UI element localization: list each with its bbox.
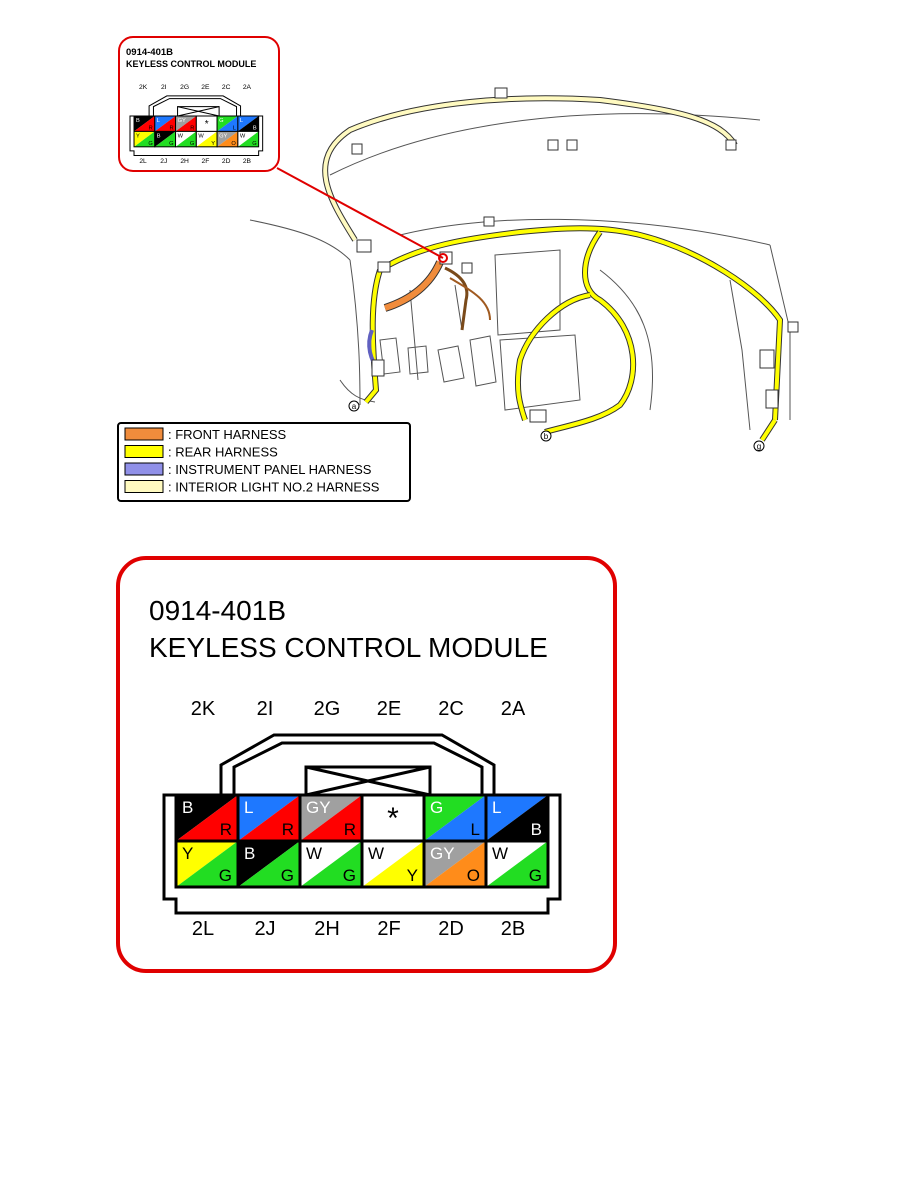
- legend-item: [125, 480, 380, 495]
- legend-item: [125, 445, 278, 460]
- small-pin-label-bottom: 2L: [139, 157, 147, 165]
- small-connector-name: KEYLESS CONTROL MODULE: [126, 59, 257, 69]
- legend-label: : INSTRUMENT PANEL HARNESS: [168, 462, 372, 477]
- large-connector-name: KEYLESS CONTROL MODULE: [149, 632, 548, 663]
- small-wire-color-main: Y: [136, 133, 140, 140]
- small-wire-color-stripe: G: [189, 140, 195, 147]
- small-pin-label-bottom: 2D: [221, 157, 231, 165]
- large-wire-color-main: W: [492, 844, 509, 863]
- svg-text:a: a: [351, 402, 357, 411]
- small-connector-callout: [119, 37, 279, 171]
- small-pin-label-top: 2G: [180, 84, 190, 92]
- small-terminal-2F: [196, 131, 217, 146]
- large-terminal-2B: [486, 841, 548, 887]
- large-wire-color-stripe: Y: [406, 866, 418, 885]
- large-pin-label-bottom: 2F: [377, 918, 401, 940]
- large-wire-color-main: B: [182, 798, 194, 817]
- large-terminal-2D: [424, 841, 486, 887]
- small-wire-color-main: GY: [219, 133, 228, 140]
- large-wire-color-main: L: [244, 798, 254, 817]
- large-terminal-2F: [362, 841, 424, 887]
- small-terminal-2D: [217, 131, 238, 146]
- small-pin-label-top: 2I: [161, 84, 167, 92]
- large-terminal-marker: *: [387, 802, 399, 835]
- small-wire-color-main: L: [156, 118, 160, 125]
- large-pin-label-top: 2E: [376, 698, 402, 720]
- small-pin-label-bottom: 2B: [242, 157, 252, 165]
- large-wire-color-stripe: G: [342, 866, 356, 885]
- small-terminal-2G: [176, 116, 197, 131]
- small-terminal-2C: [217, 116, 238, 131]
- large-wire-color-stripe: L: [470, 820, 480, 839]
- small-terminal-marker: *: [204, 119, 209, 131]
- small-wire-color-stripe: R: [190, 125, 195, 132]
- small-wire-color-stripe: Y: [211, 140, 216, 147]
- large-terminal-2G: [300, 795, 362, 841]
- large-wire-color-main: W: [306, 844, 323, 863]
- legend-item: [125, 427, 287, 442]
- large-wire-color-main: B: [244, 844, 256, 863]
- large-pin-label-top: 2I: [256, 698, 274, 720]
- small-wire-color-main: L: [239, 118, 244, 125]
- location-marker-b: [541, 431, 551, 441]
- large-wire-color-main: GY: [430, 844, 455, 863]
- small-pin-label-bottom: 2F: [201, 157, 210, 165]
- small-wire-color-stripe: R: [148, 125, 153, 132]
- small-pin-label-bottom: 2H: [180, 157, 189, 165]
- small-terminal-2A: [238, 116, 259, 131]
- small-wire-color-main: W: [239, 133, 246, 140]
- small-wire-color-stripe: G: [252, 140, 257, 147]
- large-pin-label-top: 2C: [438, 698, 464, 720]
- large-keying-box: [306, 767, 430, 795]
- small-wire-color-stripe: G: [148, 140, 153, 147]
- small-pin-label-bottom: 2J: [160, 157, 168, 165]
- large-pin-label-top: 2A: [500, 698, 526, 720]
- small-pin-label-top: 2C: [221, 84, 231, 92]
- small-wire-color-main: W: [198, 133, 204, 140]
- large-terminal-2A: [486, 795, 548, 841]
- legend-item: [125, 462, 372, 477]
- small-pin-label-top: 2E: [201, 84, 210, 92]
- legend-swatch: [125, 446, 163, 458]
- large-wire-color-main: W: [368, 844, 385, 863]
- large-pin-label-bottom: 2D: [438, 918, 464, 940]
- large-wire-color-stripe: R: [343, 820, 356, 839]
- svg-text:g: g: [756, 442, 762, 451]
- large-terminal-2J: [238, 841, 300, 887]
- small-wire-color-main: W: [177, 133, 183, 140]
- large-pin-label-top: 2G: [313, 698, 341, 720]
- small-wire-color-stripe: L: [232, 125, 236, 132]
- large-terminal-2L: [176, 841, 238, 887]
- small-terminal-2B: [238, 131, 259, 146]
- large-terminal-2C: [424, 795, 486, 841]
- small-terminal-2L: [134, 131, 155, 146]
- small-terminal-2I: [155, 116, 176, 131]
- legend-swatch: [125, 481, 163, 493]
- small-pin-label-top: 2A: [242, 84, 252, 92]
- large-terminal-2H: [300, 841, 362, 887]
- svg-text:b: b: [543, 432, 549, 441]
- small-wire-color-stripe: R: [169, 125, 174, 132]
- small-keying-box: [178, 107, 220, 116]
- large-wire-color-stripe: B: [530, 820, 542, 839]
- large-connector-code: 0914-401B: [149, 595, 287, 626]
- large-wire-color-stripe: R: [219, 820, 232, 839]
- small-connector-code: 0914-401B: [126, 47, 174, 58]
- small-wire-color-main: GY: [177, 118, 186, 125]
- legend-swatch: [125, 428, 163, 440]
- small-terminal-2K: [134, 116, 155, 131]
- large-wire-color-main: G: [430, 798, 444, 817]
- large-pin-label-bottom: 2B: [500, 918, 526, 940]
- location-marker-a: [349, 401, 359, 411]
- large-pin-label-bottom: 2L: [191, 918, 215, 940]
- legend-label: : INTERIOR LIGHT NO.2 HARNESS: [168, 479, 380, 495]
- small-wire-color-main: G: [219, 118, 224, 125]
- large-pin-label-bottom: 2H: [314, 918, 340, 940]
- small-pin-label-top: 2K: [138, 84, 148, 92]
- legend-label: : REAR HARNESS: [168, 444, 278, 460]
- legend-label: : FRONT HARNESS: [168, 427, 287, 442]
- small-terminal-2J: [155, 131, 176, 146]
- small-wire-color-main: B: [156, 133, 161, 140]
- small-wire-color-stripe: O: [231, 140, 236, 147]
- large-wire-color-stripe: G: [280, 866, 294, 885]
- large-wire-color-stripe: R: [281, 820, 294, 839]
- small-terminal-2E: [196, 116, 217, 131]
- large-pin-label-top: 2K: [190, 698, 216, 720]
- harness-illustration: [250, 88, 798, 440]
- large-pin-label-bottom: 2J: [254, 918, 276, 940]
- small-terminal-2H: [176, 131, 197, 146]
- large-wire-color-stripe: G: [528, 866, 542, 885]
- large-terminal-2K: [176, 795, 238, 841]
- large-terminal-2I: [238, 795, 300, 841]
- large-terminal-2E: [362, 795, 424, 841]
- large-wire-color-stripe: O: [466, 866, 480, 885]
- large-wire-color-stripe: G: [218, 866, 232, 885]
- legend-swatch: [125, 463, 163, 475]
- large-wire-color-main: L: [492, 798, 502, 817]
- large-wire-color-main: GY: [306, 798, 331, 817]
- small-wire-color-main: B: [136, 118, 140, 125]
- location-marker-g: [754, 441, 764, 451]
- small-wire-color-stripe: G: [169, 140, 174, 147]
- large-connector-callout: [118, 558, 615, 971]
- harness-legend: [118, 423, 410, 501]
- small-wire-color-stripe: B: [252, 125, 257, 132]
- large-wire-color-main: Y: [182, 844, 194, 863]
